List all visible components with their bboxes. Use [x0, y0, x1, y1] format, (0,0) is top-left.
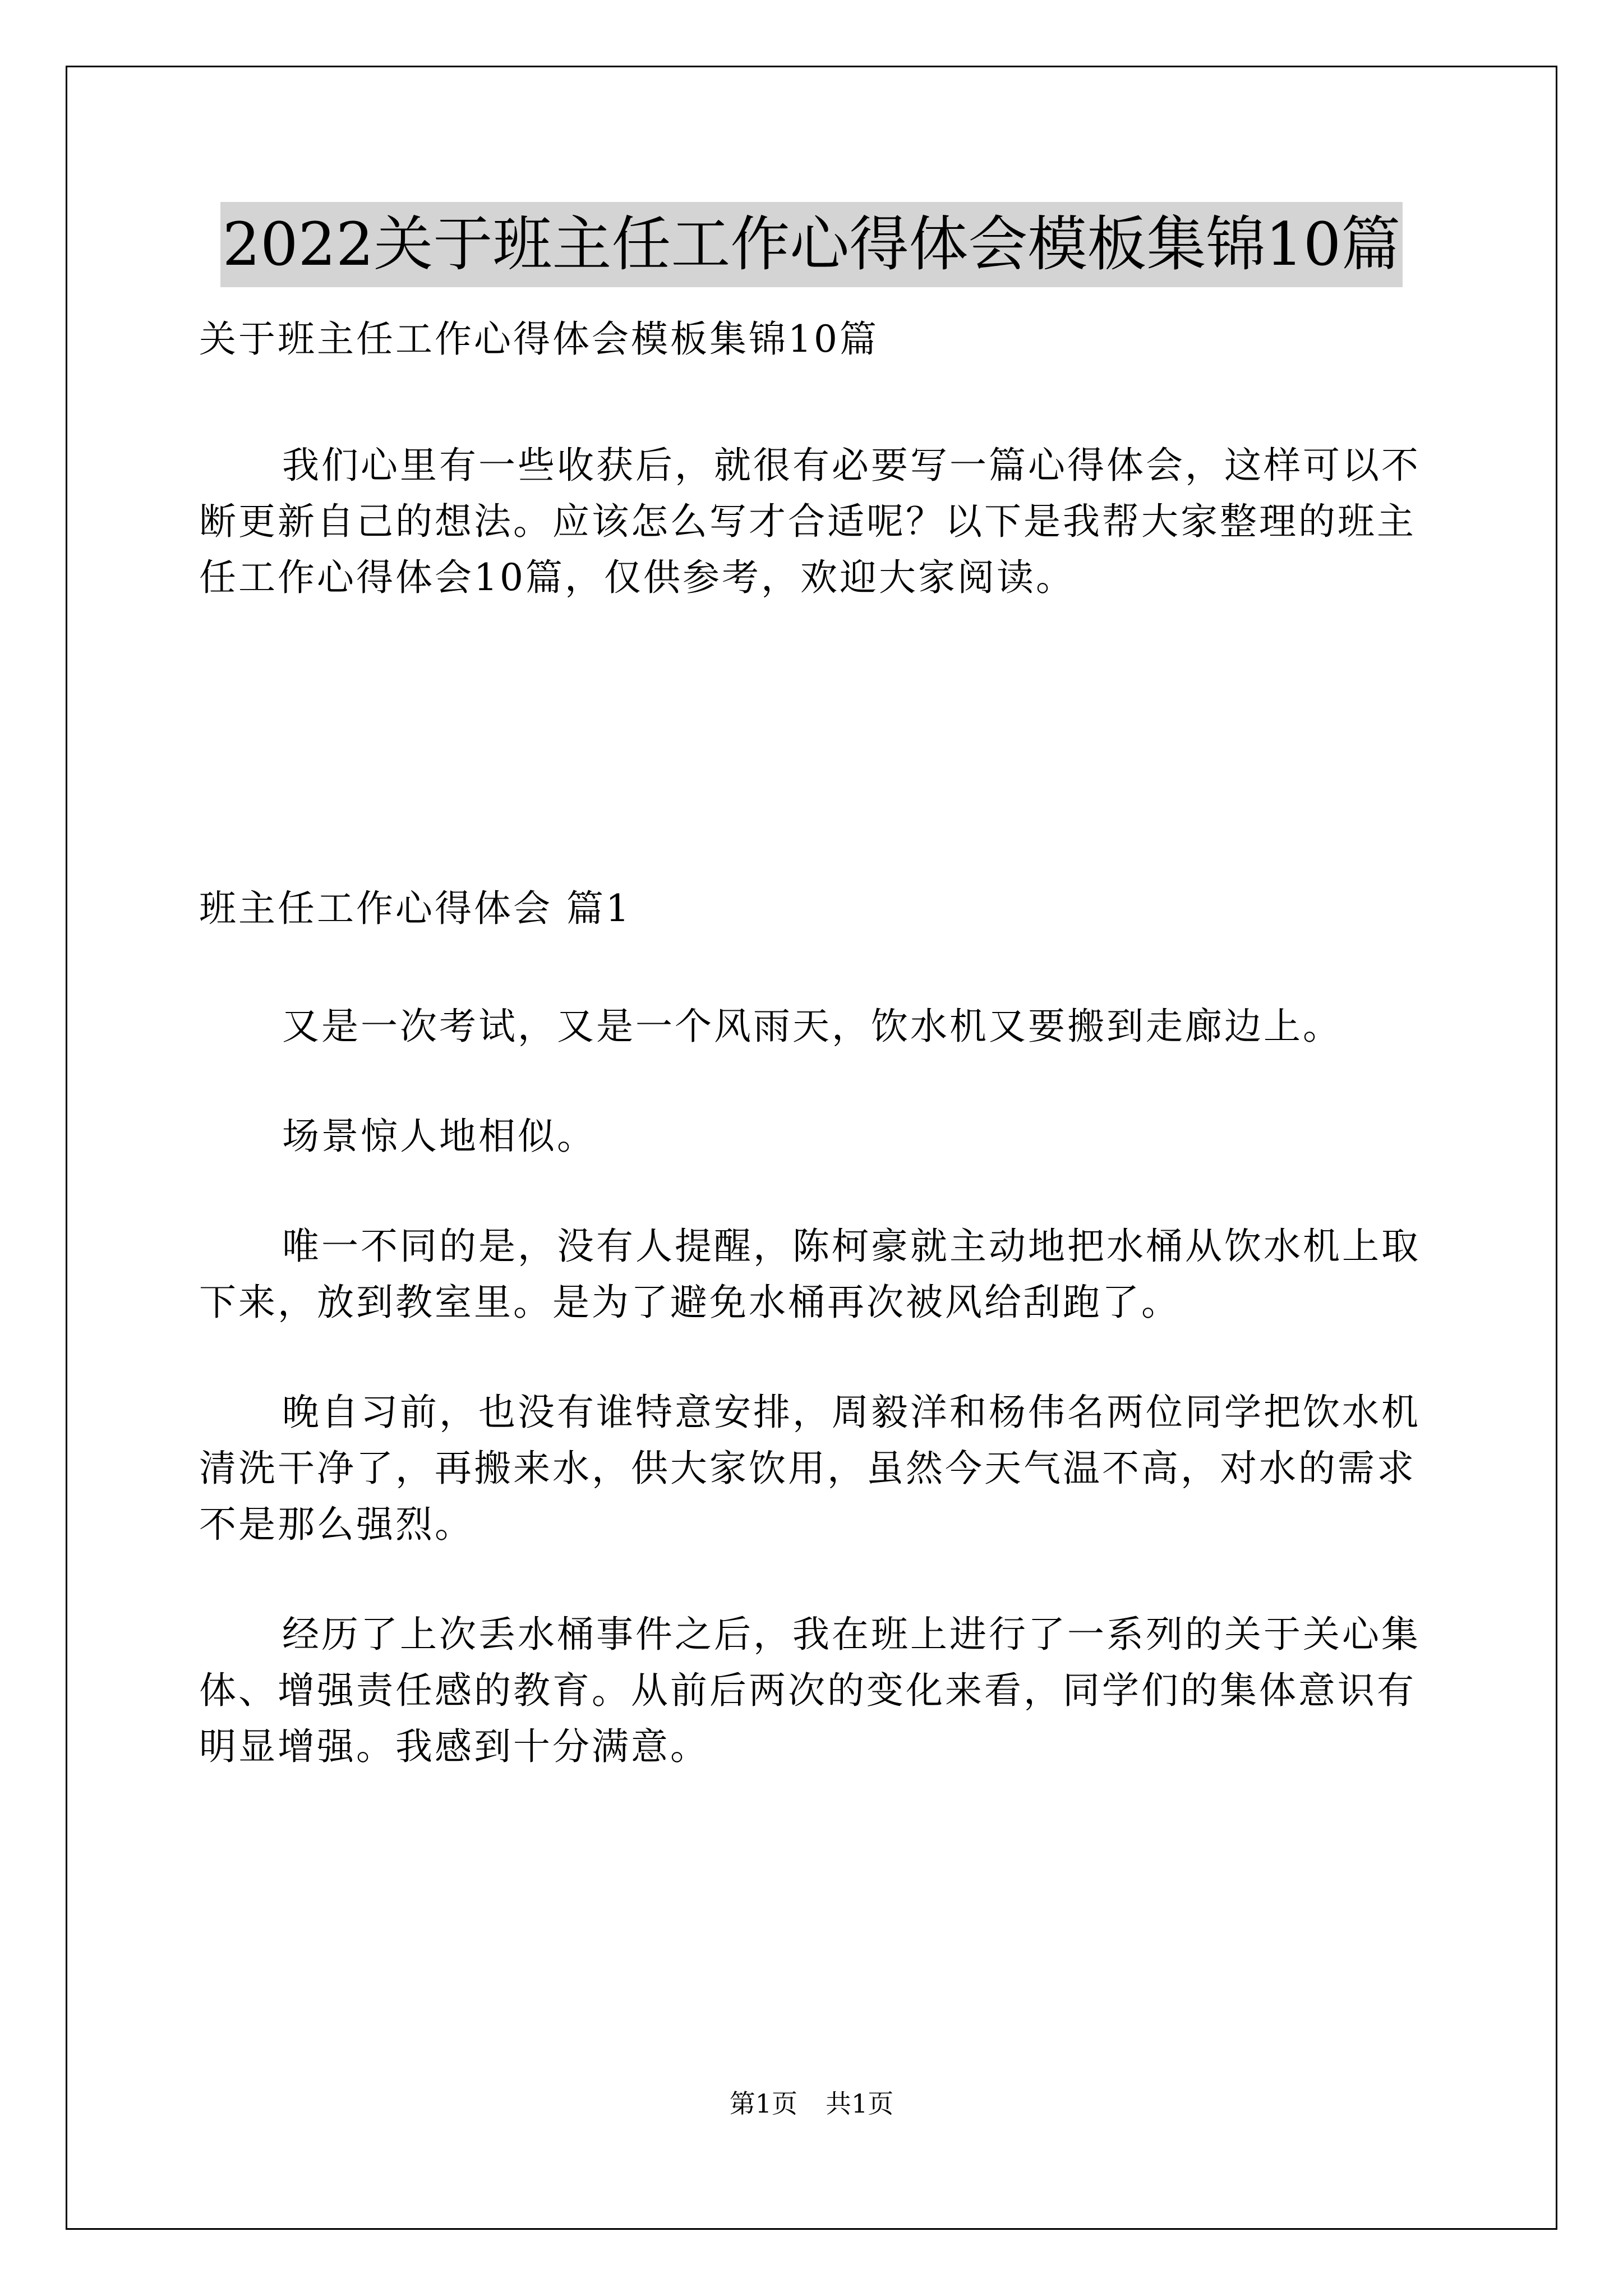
paragraph: 经历了上次丢水桶事件之后，我在班上进行了一系列的关于关心集体、增强责任感的教育。从前后两次的变化来看，同学们的集体意识有明显增强。我感到十分满意。 — [199, 1613, 1421, 1768]
document-title: 2022关于班主任工作心得体会模板集锦10篇 — [220, 202, 1403, 287]
paragraph: 晚自习前，也没有谁特意安排，周毅洋和杨伟名两位同学把饮水机清洗干净了，再搬来水，供大家饮用，虽然今天气温不高，对水的需求不是那么强烈。 — [199, 1391, 1421, 1546]
title-container — [0, 202, 1623, 287]
section-content — [199, 999, 1427, 1829]
document-subtitle — [199, 311, 1427, 367]
paragraph: 场景惊人地相似。 — [282, 1115, 596, 1158]
paragraph: 又是一次考试，又是一个风雨天，饮水机又要搬到走廊边上。 — [282, 1005, 1342, 1048]
subtitle-text: 关于班主任工作心得体会模板集锦10篇 — [199, 318, 879, 361]
page-number: 第1页 — [729, 2088, 797, 2119]
page-footer — [0, 2087, 1623, 2120]
page-total: 共1页 — [826, 2088, 894, 2119]
intro-paragraph: 我们心里有一些收获后，就很有必要写一篇心得体会，这样可以不断更新自己的想法。应该怎么写才合适呢？以下是我帮大家整理的班主任工作心得体会10篇，仅供参考，欢迎大家阅读。 — [199, 444, 1421, 599]
section-heading — [199, 881, 1427, 937]
intro-section — [199, 438, 1427, 606]
section-heading-text: 班主任工作心得体会 篇1 — [199, 887, 631, 930]
paragraph: 唯一不同的是，没有人提醒，陈柯豪就主动地把水桶从饮水机上取下来，放到教室里。是为了避免水桶再次被风给刮跑了。 — [199, 1225, 1421, 1324]
